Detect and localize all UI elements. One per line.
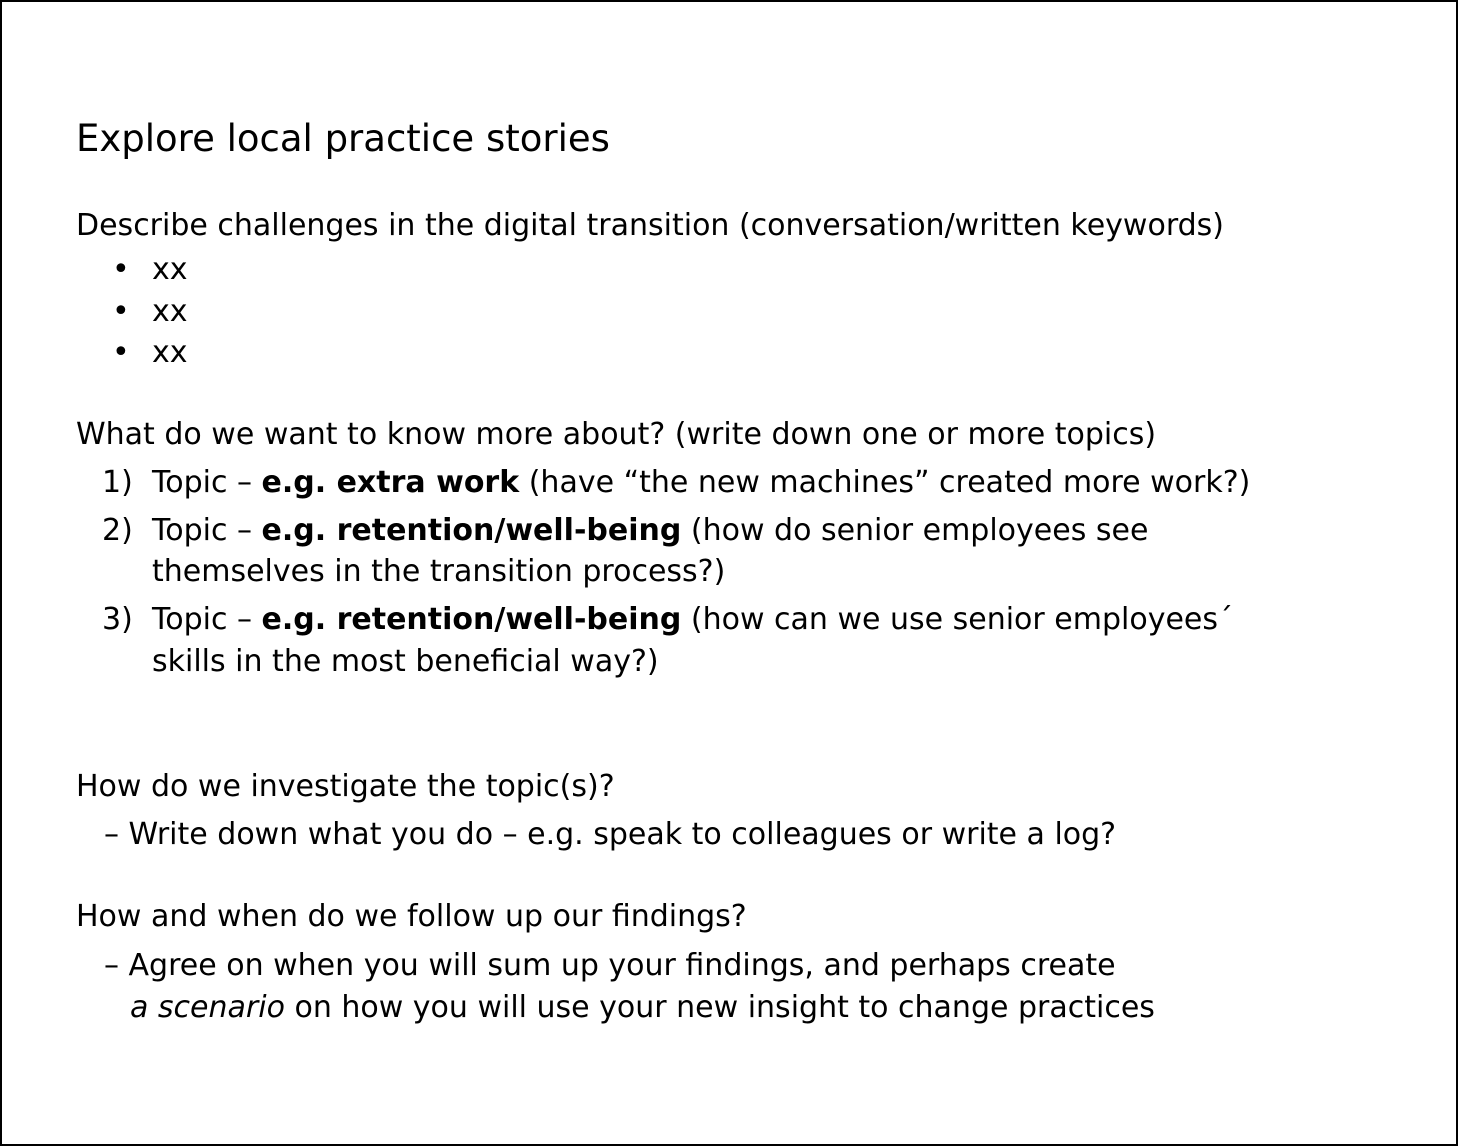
topic-item-3: [152, 600, 1233, 640]
bullet-item: xx: [152, 252, 188, 287]
topic-example: e.g. extra work: [261, 465, 520, 500]
topic-prefix: Topic –: [152, 465, 262, 500]
topic-prefix: Topic –: [152, 602, 262, 637]
follow-up-instruction-continued: [130, 988, 1155, 1028]
bullet-icon: •: [112, 335, 130, 370]
bullet-item: xx: [152, 294, 188, 329]
investigate-instruction: – Write down what you do – e.g. speak to colleagues or write a log?: [104, 817, 1117, 852]
topic-item-1: [152, 463, 1250, 503]
topic-example: e.g. retention/well-being: [261, 602, 682, 637]
topic-description: (how can we use senior employees´: [681, 602, 1233, 637]
challenges-heading: Describe challenges in the digital transition (conversation/written keywords): [76, 208, 1224, 243]
topic-description: (how do senior employees see: [681, 513, 1149, 548]
bullet-icon: •: [112, 294, 130, 329]
bullet-icon: •: [112, 252, 130, 287]
topic-description: (have “the new machines” created more work?): [519, 465, 1251, 500]
topic-description-continued: skills in the most beneficial way?): [152, 644, 659, 679]
bullet-item: xx: [152, 335, 188, 370]
topic-number: 3): [102, 602, 133, 637]
follow-up-heading: How and when do we follow up our findings?: [76, 899, 747, 934]
topic-prefix: Topic –: [152, 513, 262, 548]
page-title: Explore local practice stories: [76, 117, 610, 160]
investigate-heading: How do we investigate the topic(s)?: [76, 769, 615, 804]
topics-heading: What do we want to know more about? (write down one or more topics): [76, 417, 1157, 452]
topic-example: e.g. retention/well-being: [261, 513, 682, 548]
scenario-emphasis: a scenario: [130, 990, 285, 1025]
topic-description-continued: themselves in the transition process?): [152, 554, 726, 589]
topic-number: 2): [102, 513, 133, 548]
topic-item-2: [152, 511, 1148, 551]
topic-number: 1): [102, 465, 133, 500]
follow-up-instruction: – Agree on when you will sum up your findings, and perhaps create: [104, 948, 1116, 983]
follow-up-rest: on how you will use your new insight to change practices: [284, 990, 1155, 1025]
